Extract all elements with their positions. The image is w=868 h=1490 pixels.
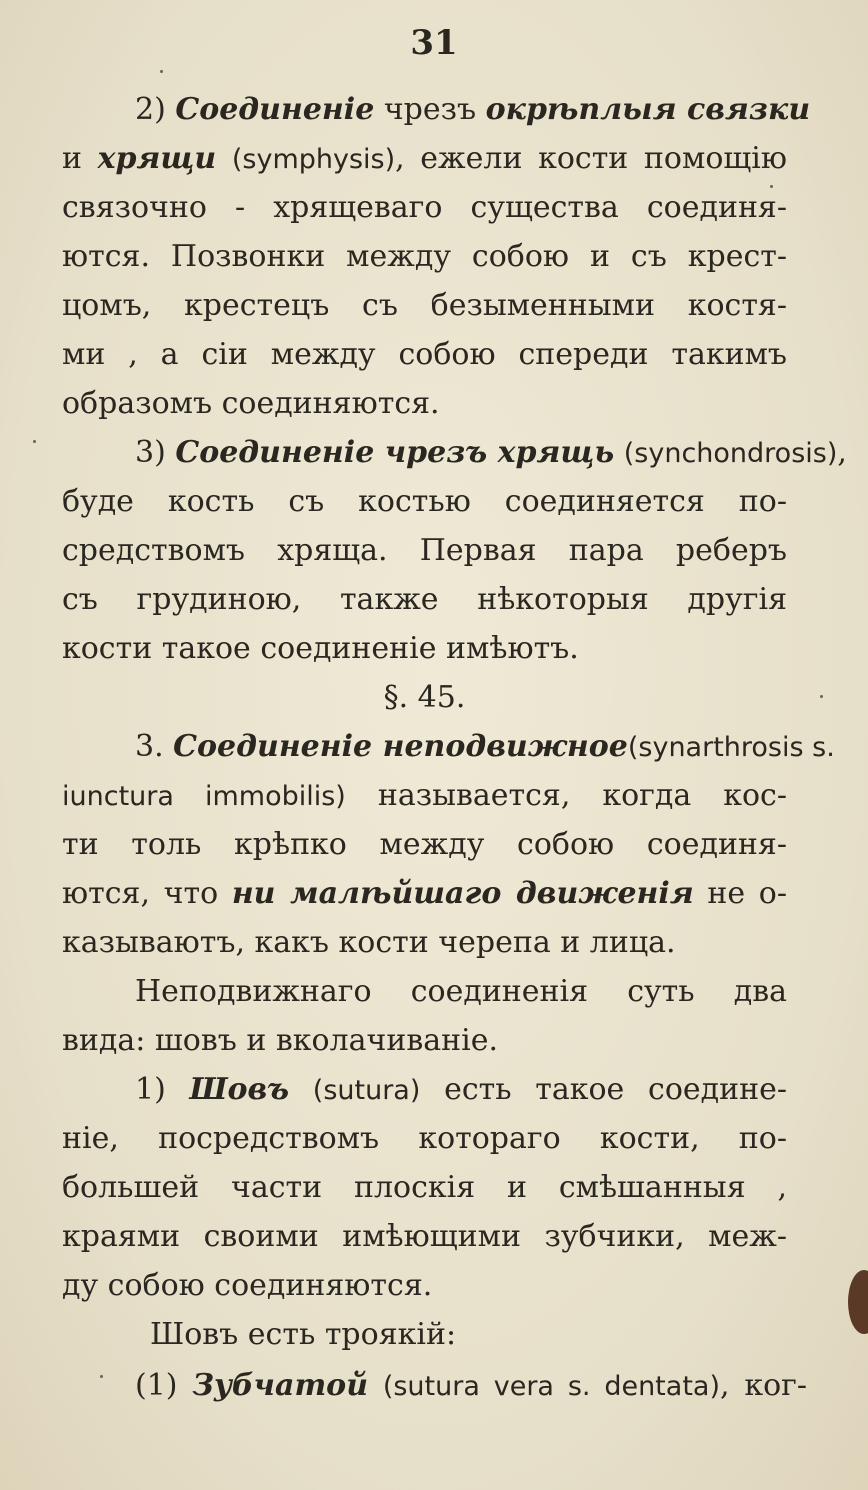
text-line xyxy=(135,723,835,771)
text-line xyxy=(62,135,787,183)
text-line: большей части плоскія и смѣшанныя , xyxy=(62,1170,787,1205)
text-run: есть такое соедине- xyxy=(420,1072,787,1107)
text-line: образомъ соединяются. xyxy=(62,386,440,421)
latin-term: (sutura) xyxy=(312,1075,421,1106)
ink-stain xyxy=(848,1270,868,1334)
text-run: и xyxy=(62,141,98,176)
paper-speck xyxy=(160,70,163,73)
text-line xyxy=(135,1362,807,1410)
text-line: казываютъ, какъ кости черепа и лица. xyxy=(62,925,676,960)
text-run: 1) xyxy=(135,1072,190,1107)
text-run: (1) xyxy=(135,1368,193,1403)
paper-speck xyxy=(33,440,36,443)
emphasis-text: Зубчатой xyxy=(192,1368,369,1403)
text-line xyxy=(135,86,811,134)
text-run: чрезъ xyxy=(374,92,486,127)
text-run: , ког- xyxy=(719,1368,807,1403)
latin-term: (sutura vera s. dentata) xyxy=(382,1371,720,1402)
text-line: съ грудиною, также нѣкоторыя другія xyxy=(62,582,787,617)
text-line xyxy=(62,870,787,918)
text-run xyxy=(368,1368,383,1403)
text-run: называется, когда кос- xyxy=(345,778,787,813)
text-line: цомъ, крестецъ съ безыменными костя- xyxy=(62,288,787,323)
text-line xyxy=(135,1066,787,1114)
text-line: буде кость съ костью соединяется по- xyxy=(62,484,787,519)
text-line: ніе, посредствомъ котораго кости, по- xyxy=(62,1121,787,1156)
text-run: , ежели кости помощію xyxy=(395,141,787,176)
text-line xyxy=(135,429,847,477)
text-line: вида: шовъ и вколачиваніе. xyxy=(62,1023,499,1058)
paper-speck xyxy=(770,185,773,188)
text-line: ми , а сіи между собою спереди такимъ xyxy=(62,337,787,372)
paper-speck xyxy=(100,1375,103,1378)
text-run: , xyxy=(837,435,847,470)
text-line: ти толь крѣпко между собою соединя- xyxy=(62,827,787,862)
emphasis-text: окрѣплыя связки xyxy=(485,92,811,127)
emphasis-text: ни малѣйшаго движенія xyxy=(231,876,694,911)
text-run: ются, что xyxy=(62,876,232,911)
latin-term: (symphysis) xyxy=(231,144,396,175)
page-number: 31 xyxy=(410,23,458,63)
emphasis-text: Шовъ xyxy=(189,1072,290,1107)
text-run xyxy=(289,1072,313,1107)
paper-speck xyxy=(820,695,823,698)
text-line: краями своими имѣющими зубчики, меж- xyxy=(62,1219,787,1254)
text-run xyxy=(216,141,232,176)
section-heading: §. 45. xyxy=(383,680,466,715)
text-line xyxy=(62,772,787,820)
text-run: 3) xyxy=(135,435,176,470)
emphasis-text: Соединеніе xyxy=(175,92,375,127)
text-line: ду собою соединяются. xyxy=(62,1268,433,1303)
emphasis-text: Соединеніе неподвижное xyxy=(173,729,628,764)
emphasis-text: Соединеніе чрезъ хрящь xyxy=(175,435,615,470)
text-run: не о- xyxy=(693,876,787,911)
text-line: средствомъ хряща. Первая пара реберъ xyxy=(62,533,787,568)
text-run: 3. xyxy=(135,729,174,764)
text-line: связочно - хрящеваго существа соединя- xyxy=(62,190,787,225)
latin-term: (synchondrosis) xyxy=(623,438,838,469)
text-line: Неподвижнаго соединенія суть два xyxy=(135,974,787,1009)
text-run: 2) xyxy=(135,92,176,127)
text-line: ются. Позвонки между собою и съ крест- xyxy=(62,239,787,274)
latin-term: (synarthrosis s. xyxy=(627,732,835,763)
latin-term: iunctura immobilis) xyxy=(62,781,346,812)
emphasis-text: хрящи xyxy=(97,141,217,176)
text-line: Шовъ есть троякій: xyxy=(150,1317,457,1352)
text-run xyxy=(614,435,624,470)
text-line: кости такое соединеніе имѣютъ. xyxy=(62,631,579,666)
